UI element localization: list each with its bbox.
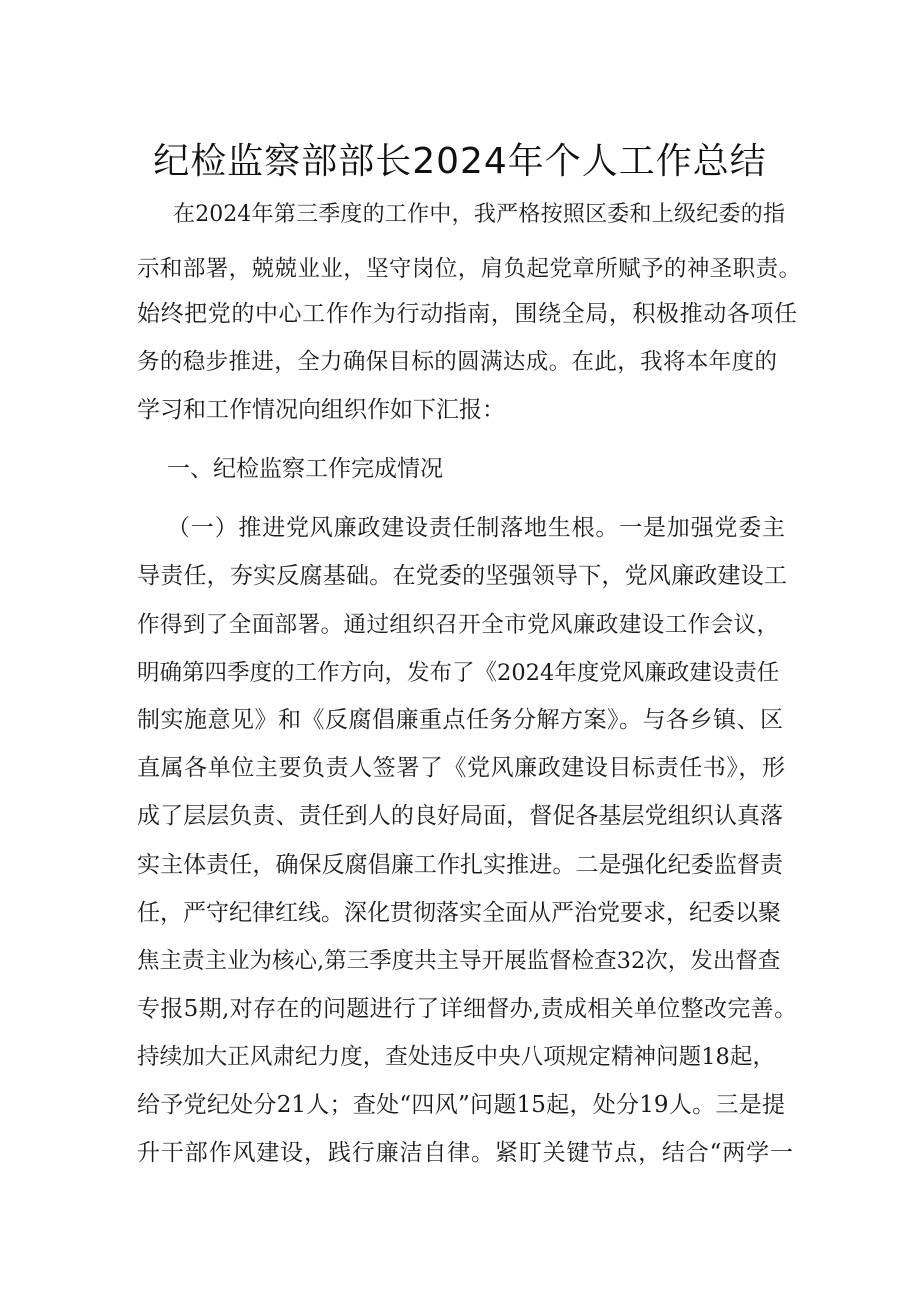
body-line-13: 成了层层负责、责任到人的良好局面，督促各基层党组织认真落 <box>137 803 783 829</box>
body-line-4: 务的稳步推进，全力确保目标的圆满达成。在此，我将本年度的 <box>137 349 777 375</box>
body-line-14: 实主体责任，确保反腐倡廉工作扎实推进。二是强化纪委监督责 <box>137 852 783 878</box>
body-line-20: 升干部作风建设，践行廉洁自律。紧盯关键节点，结合“两学一 <box>137 1140 793 1166</box>
body-line-5: 学习和工作情况向组织作如下汇报： <box>137 397 505 423</box>
body-line-11: 制实施意见》和《反腐倡廉重点任务分解方案》。与各乡镇、区 <box>137 707 783 733</box>
body-line-3: 始终把党的中心工作作为行动指南，围绕全局，积极推动各项任 <box>137 301 797 327</box>
body-line-2: 示和部署，兢兢业业，坚守岗位，肩负起党章所赋予的神圣职责。 <box>137 256 801 282</box>
body-line-8: 导责任，夯实反腐基础。在党委的坚强领导下，党风廉政建设工 <box>137 563 787 589</box>
body-line-10: 明确第四季度的工作方向，发布了《2024年度党风廉政建设责任 <box>137 660 780 686</box>
body-line-17: 专报5期,对存在的问题进行了详细督办,责成相关单位整改完善。 <box>137 996 797 1022</box>
section-heading-1: 一、纪检监察工作完成情况 <box>167 456 443 482</box>
body-line-19: 给予党纪处分21人；查处“四风”问题15起，处分19人。三是提 <box>137 1092 785 1118</box>
body-line-1: 在2024年第三季度的工作中，我严格按照区委和上级纪委的指 <box>173 202 785 227</box>
body-line-18: 持续加大正风肃纪力度，查处违反中央八项规定精神问题18起， <box>137 1044 775 1070</box>
body-line-12: 直属各单位主要负责人签署了《党风廉政建设目标责任书》，形 <box>137 755 785 781</box>
body-line-7: （一）推进党风廉政建设责任制落地生根。一是加强党委主 <box>167 515 785 541</box>
body-line-9: 作得到了全面部署。通过组织召开全市党风廉政建设工作会议， <box>137 612 779 638</box>
document-title: 纪检监察部部长2024年个人工作总结 <box>153 141 767 182</box>
body-line-15: 任，严守纪律红线。深化贯彻落实全面从严治党要求，纪委以聚 <box>137 900 781 926</box>
body-line-16: 焦主责主业为核心,第三季度共主导开展监督检查32次，发出督查 <box>137 948 781 974</box>
